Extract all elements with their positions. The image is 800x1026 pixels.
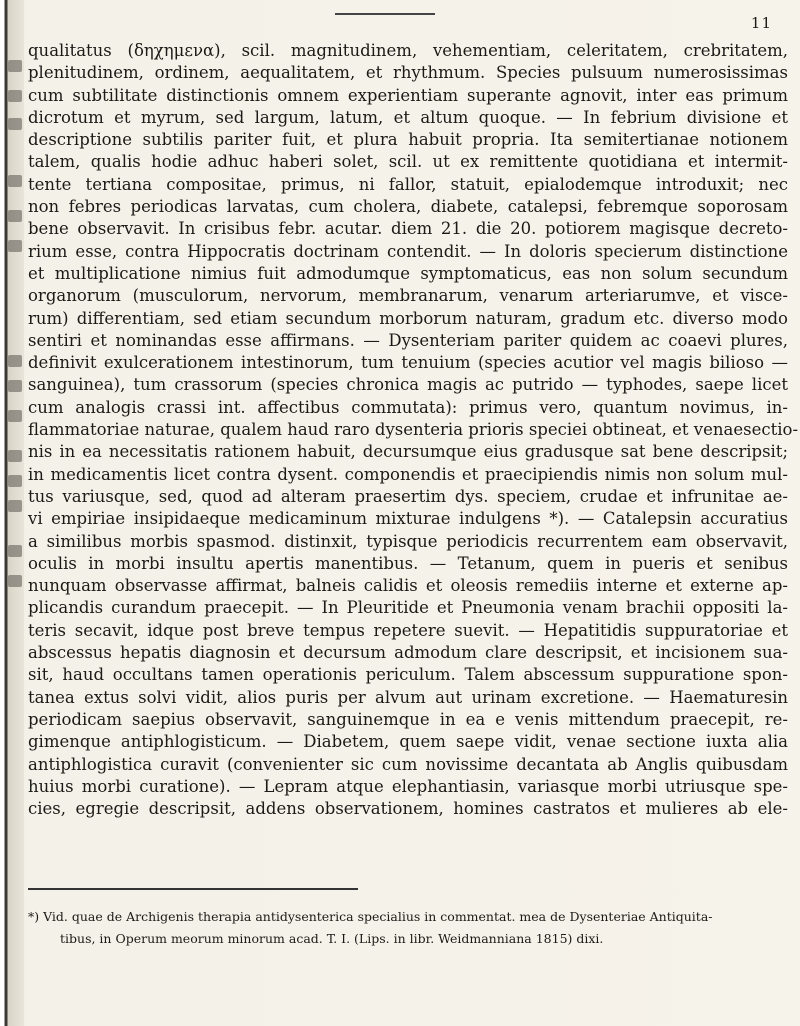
- header-rule: [335, 13, 435, 15]
- text-line: tus variusque, sed, quod ad alteram praesertim dys. speciem, crudae et infrunitae ae-: [28, 486, 788, 506]
- text-line: rum) differentiam, sed etiam secundum morborum naturam, gradum etc. diverso modo: [28, 308, 788, 328]
- gutter-fragment: [8, 575, 22, 587]
- body-text: [28, 40, 799, 820]
- text-line: tente tertiana compositae, primus, ni fallor, statuit, epialodemque introduxit; nec: [28, 174, 788, 194]
- text-line: periodicam saepius observavit, sanguinemque in ea e venis mittendum praecepit, re-: [28, 709, 788, 729]
- text-line: plenitudinem, ordinem, aequalitatem, et rhythmum. Species pulsuum numerosissimas: [28, 63, 788, 83]
- text-line: organorum (musculorum, nervorum, membranarum, venarum arteriarumve, et visce-: [28, 286, 788, 306]
- gutter-fragment: [8, 500, 22, 512]
- page-gutter: [0, 0, 24, 1026]
- text-line: huius morbi curatione). — Lepram atque elephantiasin, variasque morbi utriusque spe-: [28, 776, 788, 796]
- gutter-fragment: [8, 545, 22, 557]
- footnote-rule: [28, 888, 358, 890]
- gutter-fragment: [8, 90, 22, 102]
- text-line: non febres periodicas larvatas, cum cholera, diabete, catalepsi, febremque soporosam: [28, 197, 788, 217]
- text-line: vi empiriae insipidaeque medicaminum mixturae indulgens *). — Catalepsin accuratius: [28, 509, 788, 529]
- text-line: nis in ea necessitatis rationem habuit, decursumque eius gradusque sat bene descripsit;: [28, 442, 788, 462]
- gutter-fragment: [8, 450, 22, 462]
- text-line: gimenque antiphlogisticum. — Diabetem, quem saepe vidit, venae sectione iuxta alia: [28, 732, 788, 752]
- gutter-fragment: [8, 240, 22, 252]
- text-line: abscessus hepatis diagnosin et decursum admodum clare descripsit, et incisionem sua-: [28, 643, 788, 663]
- text-line: bene observavit. In crisibus febr. acutar. diem 21. die 20. potiorem magisque decreto-: [28, 219, 788, 239]
- gutter-fragment: [8, 410, 22, 422]
- text-line: tanea extus solvi vidit, alios puris per alvum aut urinam excretione. — Haematuresin: [28, 687, 788, 707]
- gutter-fragment: [8, 380, 22, 392]
- text-line: in medicamentis licet contra dysent. componendis et praecipiendis nimis non solum mul-: [28, 464, 788, 484]
- footnote-line: tibus, in Operum meorum minorum acad. T. I. (Lips. in libr. Weidmanniana 1815) dixi.: [60, 931, 604, 946]
- footnote-line: *) Vid. quae de Archigenis therapia antidysenterica specialius in commentat. mea de Dysenteriae Antiquita-: [28, 909, 713, 924]
- text-line: descriptione subtilis pariter fuit, et plura habuit propria. Ita semitertianae notionem: [28, 130, 788, 150]
- gutter-fragment: [8, 60, 22, 72]
- text-line: teris secavit, idque post breve tempus repetere suevit. — Hepatitidis suppuratoriae et: [28, 620, 788, 640]
- text-line: definivit exulcerationem intestinorum, tum tenuium (species acutior vel magis bilioso —: [28, 353, 788, 373]
- gutter-fragment: [8, 210, 22, 222]
- text-line: cum analogis crassi int. affectibus commutata): primus vero, quantum novimus, in-: [28, 397, 788, 417]
- gutter-fragment: [8, 175, 22, 187]
- text-line: talem, qualis hodie adhuc haberi solet, scil. ut ex remittente quotidiana et intermit-: [28, 152, 788, 172]
- text-line: nunquam observasse affirmat, balneis calidis et oleosis remediis interne et externe ap-: [28, 576, 788, 596]
- text-line: rium esse, contra Hippocratis doctrinam contendit. — In doloris specierum distinctione: [28, 241, 788, 261]
- footnote: [28, 906, 788, 950]
- text-line: dicrotum et myrum, sed largum, latum, et altum quoque. — In febrium divisione et: [28, 107, 788, 127]
- page-number: 11: [750, 14, 772, 32]
- text-line: qualitatus (δηχημενα), scil. magnitudinem, vehementiam, celeritatem, crebritatem,: [28, 41, 788, 60]
- gutter-fragment: [8, 475, 22, 487]
- text-line: et multiplicatione nimius fuit admodumque symptomaticus, eas non solum secundum: [28, 263, 788, 283]
- text-line: sit, haud occultans tamen operationis periculum. Talem abscessum suppuratione spon-: [28, 665, 788, 685]
- gutter-fragment: [8, 355, 22, 367]
- text-line: cum subtilitate distinctionis omnem experientiam superante agnovit, inter eas primum: [28, 85, 788, 105]
- text-line: oculis in morbi insultu apertis manentibus. — Tetanum, quem in pueris et senibus: [28, 553, 788, 573]
- text-line: flammatoriae naturae, qualem haud raro dysenteria prioris speciei obtineat, et venaesectio-: [28, 420, 799, 440]
- text-line: sanguinea), tum crassorum (species chronica magis ac putrido — typhodes, saepe licet: [28, 375, 788, 395]
- gutter-fragment: [8, 118, 22, 130]
- text-line: a similibus morbis spasmod. distinxit, typisque periodicis recurrentem eam observavit,: [28, 531, 788, 551]
- text-line: antiphlogistica curavit (convenienter sic cum novissime decantata ab Anglis quibusdam: [28, 754, 788, 774]
- text-line: plicandis curandum praecepit. — In Pleuritide et Pneumonia venam brachii oppositi la-: [28, 598, 788, 618]
- text-line: sentiri et nominandas esse affirmans. — Dysenteriam pariter quidem ac coaevi plures,: [28, 330, 788, 350]
- text-line: cies, egregie descripsit, addens observationem, homines castratos et mulieres ab ele-: [28, 799, 788, 819]
